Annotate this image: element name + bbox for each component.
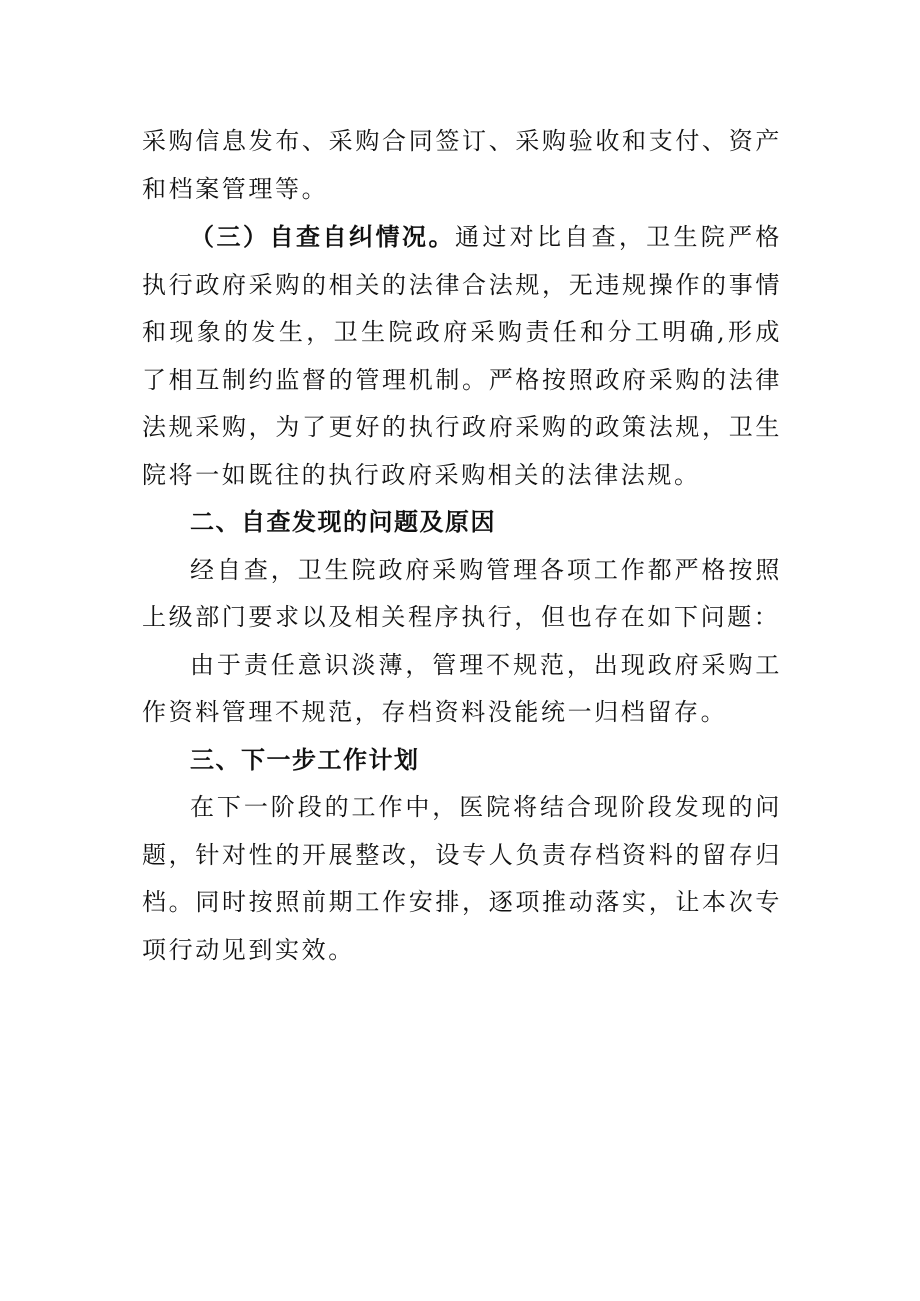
heading-text: 三、下一步工作计划 — [190, 745, 420, 774]
paragraph-work-plan — [142, 784, 782, 974]
heading-text: 二、自查发现的问题及原因 — [190, 508, 496, 536]
section-heading-problems — [142, 499, 782, 547]
paragraph-inspection-result — [142, 547, 782, 642]
paragraph-self-inspection — [142, 213, 782, 499]
section-heading-next-steps — [142, 737, 782, 785]
paragraph-text: 采购信息发布、采购合同签订、采购验收和支付、资产和档案管理等。 — [142, 127, 782, 203]
paragraph-text: 经自查，卫生院政府采购管理各项工作都严格按照上级部门要求以及相关程序执行，但也存在如下问题： — [142, 555, 782, 631]
paragraph-text: 由于责任意识淡薄，管理不规范，出现政府采购工作资料管理不规范，存档资料没能统一归档留存。 — [142, 650, 782, 726]
paragraph-text: 通过对比自查，卫生院严格执行政府采购的相关的法律合法规，无违规操作的事情和现象的发生，卫生院政府采购责任和分工明确,形成了相互制约监督的管理机制。严格按照政府采购的法律法规采购，为了更好的执行政府采购的政策法规，卫生院将一如既往的执行政府采购相关的法律法规。 — [142, 223, 782, 489]
paragraph-problem-detail — [142, 642, 782, 737]
paragraph-procurement-scope — [142, 118, 782, 213]
section-subheading: （三）自查自纠情况。 — [190, 222, 456, 251]
paragraph-text: 在下一阶段的工作中，医院将结合现阶段发现的问题，针对性的开展整改，设专人负责存档资料的留存归档。同时按照前期工作安排，逐项推动落实，让本次专项行动见到实效。 — [142, 793, 782, 964]
